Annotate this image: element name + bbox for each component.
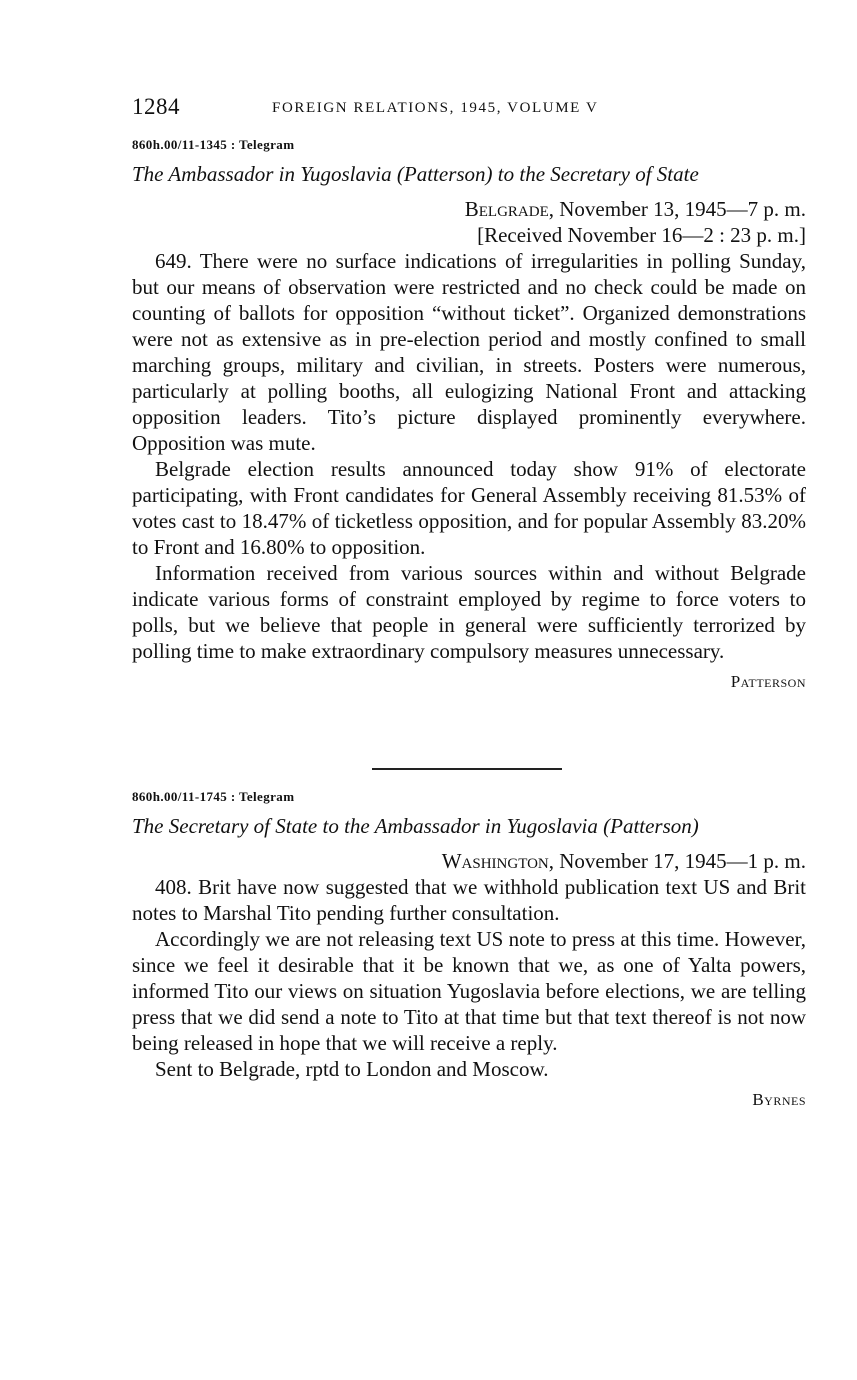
dateline <box>132 848 806 874</box>
section-divider <box>372 768 562 770</box>
file-reference: 860h.00/11-1745 : Telegram <box>132 789 295 804</box>
page-number: 1284 <box>132 94 180 119</box>
signature: Patterson <box>730 672 806 691</box>
dateline-place: Washington <box>441 849 549 873</box>
paragraph: Sent to Belgrade, rptd to London and Moscow. <box>155 1057 549 1081</box>
dateline-date: , November 17, 1945—1 p. m. <box>548 849 806 873</box>
telegram-patterson <box>132 136 806 692</box>
received-line: [Received November 16—2 : 23 p. m.] <box>477 223 806 247</box>
paragraph: 408. Brit have now suggested that we withhold publication text US and Brit notes to Marshal Tito pending further consultation. <box>132 875 806 925</box>
paragraph: Accordingly we are not releasing text US note to press at this time. However, since we feel it desirable that it be known that we, as one of Yalta powers, informed Tito our views on situation Yugoslavia before elections, we are telling press that we did send a note to Tito at that time but that text thereof is not now being released in hope that we will receive a reply. <box>132 927 806 1055</box>
paragraph: Belgrade election results announced today show 91% of electorate participating, with Front candidates for General Assembly receiving 81.53% of votes cast to 18.47% of ticketless opposition, and for popular Assembly 83.20% to Front and 16.80% to opposition. <box>132 457 806 559</box>
signature: Byrnes <box>752 1090 806 1109</box>
dateline-date: , November 13, 1945—7 p. m. <box>548 197 806 221</box>
running-head <box>132 94 806 122</box>
file-reference: 860h.00/11-1345 : Telegram <box>132 137 295 152</box>
paragraph: Information received from various sources within and without Belgrade indicate various forms of constraint employed by regime to force voters to polls, but we believe that people in general were sufficiently terrorized by polling time to make extraordinary compulsory measures unnecessary. <box>132 561 806 663</box>
document-heading: The Ambassador in Yugoslavia (Patterson) to the Secretary of State <box>132 162 699 186</box>
document-body <box>132 248 806 664</box>
document-body <box>132 874 806 1082</box>
telegram-byrnes <box>132 788 806 1110</box>
dateline-place: Belgrade <box>464 197 549 221</box>
document-heading: The Secretary of State to the Ambassador in Yugoslavia (Patterson) <box>132 814 699 838</box>
paragraph: 649. There were no surface indications of irregularities in polling Sunday, but our means of observation were restricted and no check could be made on counting of ballots for opposition “without ticket”. Organized demonstrations were not as extensive as in pre-election period and mostly confined to small marching groups, military and civilian, in streets. Posters were numerous, particularly at polling booths, all eulogizing National Front and attacking opposition leaders. Tito’s picture displayed prominently everywhere. Opposition was mute. <box>132 249 806 455</box>
dateline <box>132 196 806 222</box>
running-title: FOREIGN RELATIONS, 1945, VOLUME V <box>272 100 599 116</box>
